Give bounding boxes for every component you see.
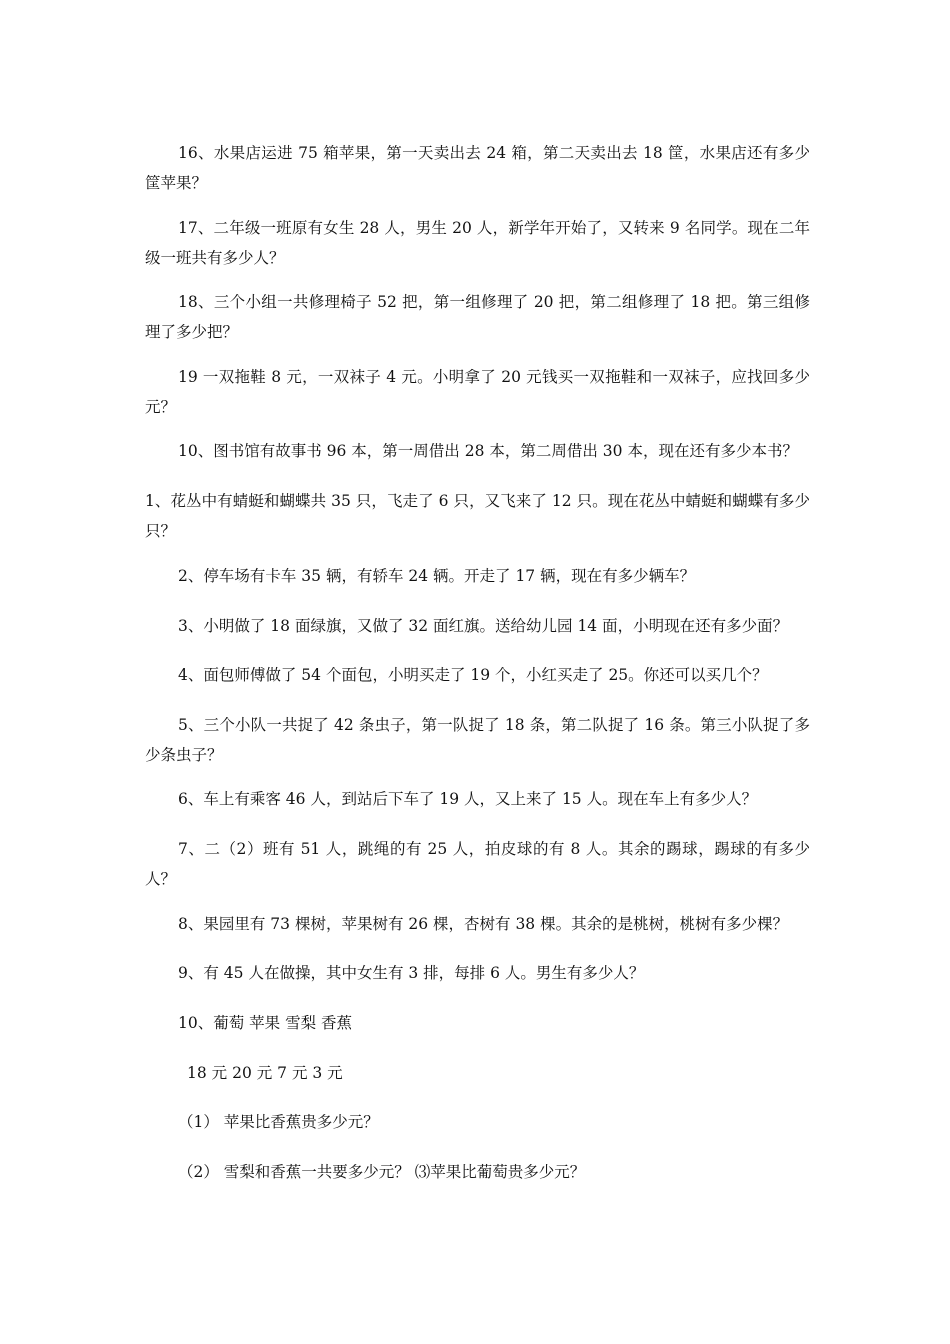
problem-2: 2、停车场有卡车 35 辆，有轿车 24 辆。开走了 17 辆，现在有多少辆车？ [178,567,696,585]
problem-8: 8、果园里有 73 棵树，苹果树有 26 棵，杏树有 38 棵。其余的是桃树，桃树有多少棵？ [178,915,789,933]
problem-18: 18、三个小组一共修理椅子 52 把，第一组修理了 20 把，第二组修理了 18 把。第三组修理了多少把？ [145,293,810,341]
problem-1: 1、花丛中有蜻蜓和蝴蝶共 35 只，飞走了 6 只，又飞来了 12 只。现在花丛中蜻蜓和蝴蝶有多少只？ [145,492,810,540]
problem-6: 6、车上有乘客 46 人，到站后下车了 19 人，又上来了 15 人。现在车上有多少人？ [178,790,758,808]
price-list: 18 元 20 元 7 元 3 元 [187,1064,343,1082]
problem-19: 19 一双拖鞋 8 元，一双袜子 4 元。小明拿了 20 元钱买一双拖鞋和一双袜子，应找回多少元？ [145,368,810,416]
problem-9: 9、有 45 人在做操，其中女生有 3 排，每排 6 人。男生有多少人？ [178,964,645,982]
problem-10-fruits: 10、葡萄 苹果 雪梨 香蕉 [178,1014,353,1032]
problem-17: 17、二年级一班原有女生 28 人，男生 20 人，新学年开始了，又转来 9 名同学。现在二年级一班共有多少人？ [145,219,810,267]
problem-7: 7、二（2）班有 51 人，跳绳的有 25 人，拍皮球的有 8 人。其余的踢球，踢球的有多少人？ [145,840,810,888]
sub-question-2-3: （2） 雪梨和香蕉一共要多少元？ ⑶苹果比葡萄贵多少元？ [178,1163,586,1181]
problem-10-library: 10、图书馆有故事书 96 本，第一周借出 28 本，第二周借出 30 本，现在还有多少本书？ [178,442,798,460]
problem-5: 5、三个小队一共捉了 42 条虫子，第一队捉了 18 条，第二队捉了 16 条。第三小队捉了多少条虫子？ [145,716,810,764]
problem-16: 16、水果店运进 75 箱苹果，第一天卖出去 24 箱，第二天卖出去 18 筐，水果店还有多少筐苹果？ [145,144,810,192]
problem-4: 4、面包师傅做了 54 个面包，小明买走了 19 个，小红买走了 25。你还可以买几个？ [178,666,768,684]
sub-question-1: （1） 苹果比香蕉贵多少元？ [178,1113,379,1131]
problem-3: 3、小明做了 18 面绿旗，又做了 32 面红旗。送给幼儿园 14 面，小明现在还有多少面？ [178,617,789,635]
